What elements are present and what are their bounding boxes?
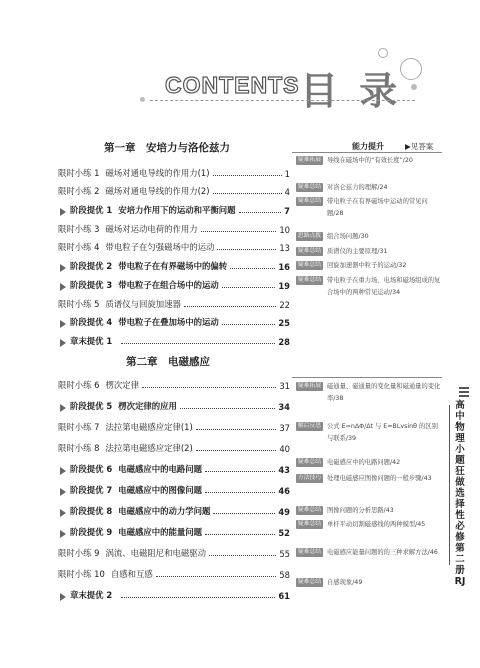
toc-row[interactable] <box>58 399 290 412</box>
ability-item <box>296 231 444 243</box>
toc-label: 阶段提优 4 <box>70 317 113 327</box>
toc-row[interactable] <box>58 378 290 391</box>
item-text: 处理电磁感应图像问题的一般步骤/43 <box>327 475 432 482</box>
item-tag: 疑难总结 <box>297 198 322 204</box>
toc-page: 10 <box>279 225 290 235</box>
toc-row[interactable] <box>58 203 290 216</box>
ability-item <box>296 196 444 217</box>
item-tag: 解后反思 <box>297 423 322 429</box>
decor-dot <box>411 84 417 90</box>
triangle-icon <box>60 530 66 538</box>
toc-title: 法拉第电磁感应定律(1) <box>105 422 193 432</box>
toc-row[interactable] <box>58 334 290 347</box>
ability-item <box>296 421 444 442</box>
toc-page: 22 <box>279 300 290 310</box>
toc-label: 阶段提优 5 <box>70 401 113 411</box>
item-tag: 疑难拓展 <box>297 157 322 163</box>
toc-label: 限时小练 3 <box>58 224 100 234</box>
toc-label: 限时小练 9 <box>58 548 100 558</box>
toc-page: 52 <box>278 528 290 538</box>
item-tag: 方法技巧 <box>297 475 322 481</box>
toc-row[interactable] <box>58 588 290 601</box>
toc-page: 13 <box>279 243 290 253</box>
toc-label: 限时小练 4 <box>58 242 100 252</box>
item-tag: 疑难总结 <box>297 579 322 585</box>
item-text: 电磁感应能量问题的的三种求解方法/46 <box>327 549 438 556</box>
toc-title: 楞次定律 <box>105 380 139 390</box>
toc-row[interactable] <box>58 525 290 538</box>
chapter-2-toc <box>58 378 290 603</box>
ability-item <box>296 577 444 589</box>
triangle-icon <box>60 208 66 216</box>
item-tag: 疑难总结 <box>297 459 322 465</box>
item-tag: 疑难总结 <box>297 184 322 190</box>
toc-row[interactable] <box>58 240 290 253</box>
triangle-icon <box>60 593 66 601</box>
toc-page: 49 <box>278 507 290 517</box>
ability-item <box>296 547 444 559</box>
item-tag: 思路点拨 <box>297 233 322 239</box>
toc-title: 电磁感应中的能量问题 <box>118 527 202 537</box>
item-tag: 疑难拓展 <box>297 383 322 389</box>
toc-row[interactable] <box>58 184 290 197</box>
item-text: 带电粒子在有界磁场中运动的常见问题/28 <box>327 198 428 217</box>
toc-title: 电磁感应中的图像问题 <box>118 485 202 495</box>
toc-page: 16 <box>278 262 290 272</box>
ability-item <box>296 457 444 469</box>
toc-label: 限时小练 8 <box>58 443 100 453</box>
toc-row[interactable] <box>58 259 290 272</box>
item-tag: 疑难总结 <box>297 521 322 527</box>
chapter-1-title: 第一章 安培力与洛伦兹力 <box>104 142 230 154</box>
item-tag: 疑难总结 <box>297 507 322 513</box>
toc-row[interactable] <box>58 462 290 475</box>
toc-label: 限时小练 2 <box>58 186 100 196</box>
triangle-icon <box>60 404 66 412</box>
toc-page: 61 <box>278 591 290 601</box>
item-tag: 疑难总结 <box>297 248 322 254</box>
toc-label: 阶段提优 1 <box>70 205 113 215</box>
triangle-icon <box>60 467 66 475</box>
ability-item <box>296 182 444 194</box>
toc-page: 31 <box>279 381 290 391</box>
toc-row[interactable] <box>58 441 290 454</box>
toc-page: 43 <box>278 465 290 475</box>
toc-page: 28 <box>278 337 290 347</box>
ability-list-1 <box>296 155 446 330</box>
decor-circle <box>378 48 388 58</box>
toc-label: 阶段提优 3 <box>70 280 113 290</box>
toc-label: 阶段提优 6 <box>70 464 113 474</box>
toc-row[interactable] <box>58 504 290 517</box>
item-text: 组合场问题/30 <box>327 233 369 240</box>
toc-page: 7 <box>284 206 290 216</box>
toc-title: 磁场对通电导线的作用力(1) <box>105 168 210 178</box>
item-text: 电磁感应中的电路问题/42 <box>327 459 401 466</box>
toc-row[interactable] <box>58 315 290 328</box>
triangle-icon <box>60 488 66 496</box>
book-title-vertical: 高中物理 小题狂做 选择性必修第二册 RJ <box>454 400 466 587</box>
toc-page: 1 <box>284 169 290 179</box>
item-text: 单杆平动切割磁感线的两种模型/45 <box>327 521 426 528</box>
toc-title: 带电粒子在叠加场中的运动 <box>118 317 219 327</box>
item-text: 对洛仑兹力的理解/24 <box>327 184 388 191</box>
toc-page: 4 <box>284 187 290 197</box>
toc-label: 章末提优 2 <box>70 590 113 600</box>
toc-title: 自感和互感 <box>110 569 153 579</box>
toc-page: 55 <box>279 549 290 559</box>
ability-list-2 <box>296 381 446 596</box>
toc-title: 法拉第电磁感应定律(2) <box>105 443 193 453</box>
item-tag: 疑难总结 <box>297 549 322 555</box>
toc-row[interactable] <box>58 297 290 310</box>
toc-title: 磁场对通电导线的作用力(2) <box>105 186 210 196</box>
toc-row[interactable] <box>58 222 290 235</box>
item-text: 质谱仪的主要原理/31 <box>327 248 388 255</box>
item-text: 磁通量、磁通量的变化量和磁通量的变化率/38 <box>327 383 441 402</box>
ability-item <box>296 381 444 402</box>
toc-title: 带电粒子在匀强磁场中的运动 <box>105 242 215 252</box>
contents-english-title: CONTENTS <box>165 72 300 98</box>
item-tag: 疑难总结 <box>297 262 322 268</box>
triangle-icon <box>60 509 66 517</box>
toc-label: 限时小练 7 <box>58 422 100 432</box>
panel-divider <box>292 152 442 153</box>
toc-label: 限时小练 6 <box>58 380 100 390</box>
toc-row[interactable] <box>58 567 290 580</box>
contents-chinese-title: 目 录 <box>300 69 402 113</box>
decor-dot <box>140 97 145 102</box>
toc-page: 46 <box>278 486 290 496</box>
toc-row[interactable] <box>58 546 290 559</box>
item-text: 导线在磁场中的“有效长度”/20 <box>327 157 413 164</box>
item-text: 公式 E=nΔΦ/Δt 与 E=BLvsinθ 的区别与联系/39 <box>327 423 438 442</box>
toc-label: 阶段提优 8 <box>70 506 113 516</box>
toc-title: 带电粒子在有界磁场中的偏转 <box>118 261 228 271</box>
toc-label: 章末提优 1 <box>70 336 113 346</box>
toc-title: 质谱仪与回旋加速器 <box>105 299 181 309</box>
triangle-icon <box>60 320 66 328</box>
ability-item <box>296 505 444 517</box>
toc-title: 电磁感应中的电路问题 <box>118 464 202 474</box>
decor-circle <box>400 58 422 80</box>
toc-title: 安培力作用下的运动和平衡问题 <box>118 205 236 215</box>
ability-heading: 能力提升 <box>352 142 384 151</box>
triangle-icon <box>60 264 66 272</box>
ability-item <box>296 519 444 531</box>
item-text: 图像问题的分析思路/43 <box>327 507 394 514</box>
toc-page: 25 <box>278 318 290 328</box>
toc-title: 带电粒子在组合场中的运动 <box>118 280 219 290</box>
toc-page: 19 <box>278 281 290 291</box>
toc-page: 37 <box>279 423 290 433</box>
triangle-icon <box>60 339 66 347</box>
triangle-icon <box>60 283 66 291</box>
toc-page: 34 <box>278 402 290 412</box>
toc-label: 限时小练 1 <box>58 168 100 178</box>
toc-page: 40 <box>279 444 290 454</box>
item-text: 回旋加速器中粒子的运动/32 <box>327 262 407 269</box>
toc-label: 阶段提优 7 <box>70 485 113 495</box>
sidebar-lines <box>459 387 469 399</box>
item-text: 自感现象/49 <box>327 579 363 586</box>
toc-row[interactable] <box>58 420 290 433</box>
toc-label: 限时小练 10 <box>58 569 105 579</box>
ability-item <box>296 473 444 485</box>
toc-title: 磁场对运动电荷的作用力 <box>105 224 198 234</box>
toc-title: 涡流、电磁阻尼和电磁驱动 <box>105 548 206 558</box>
toc-row[interactable] <box>58 166 290 179</box>
ability-item <box>296 155 444 167</box>
ability-item <box>296 275 444 296</box>
toc-label: 阶段提优 9 <box>70 527 113 537</box>
toc-label: 限时小练 5 <box>58 299 100 309</box>
panel-divider <box>292 377 442 378</box>
sidebar-rule <box>449 405 450 565</box>
toc-title: 电磁感应中的动力学问题 <box>118 506 211 516</box>
toc-row[interactable] <box>58 483 290 496</box>
chapter-1-toc <box>58 166 290 346</box>
toc-row[interactable] <box>58 278 290 291</box>
toc-label: 阶段提优 2 <box>70 261 113 271</box>
chapter-2-title: 第二章 电磁感应 <box>126 356 210 368</box>
toc-title: 楞次定律的应用 <box>118 401 177 411</box>
ability-item <box>296 246 444 258</box>
answer-reference: ▶见答案 <box>405 142 434 151</box>
item-tag: 疑难总结 <box>297 277 322 283</box>
item-text: 带电粒子在重力场、电场和磁场组成的复合场中的两种常见运动/34 <box>327 277 441 296</box>
toc-page: 58 <box>279 570 290 580</box>
header-divider <box>150 100 415 101</box>
ability-item <box>296 260 444 272</box>
